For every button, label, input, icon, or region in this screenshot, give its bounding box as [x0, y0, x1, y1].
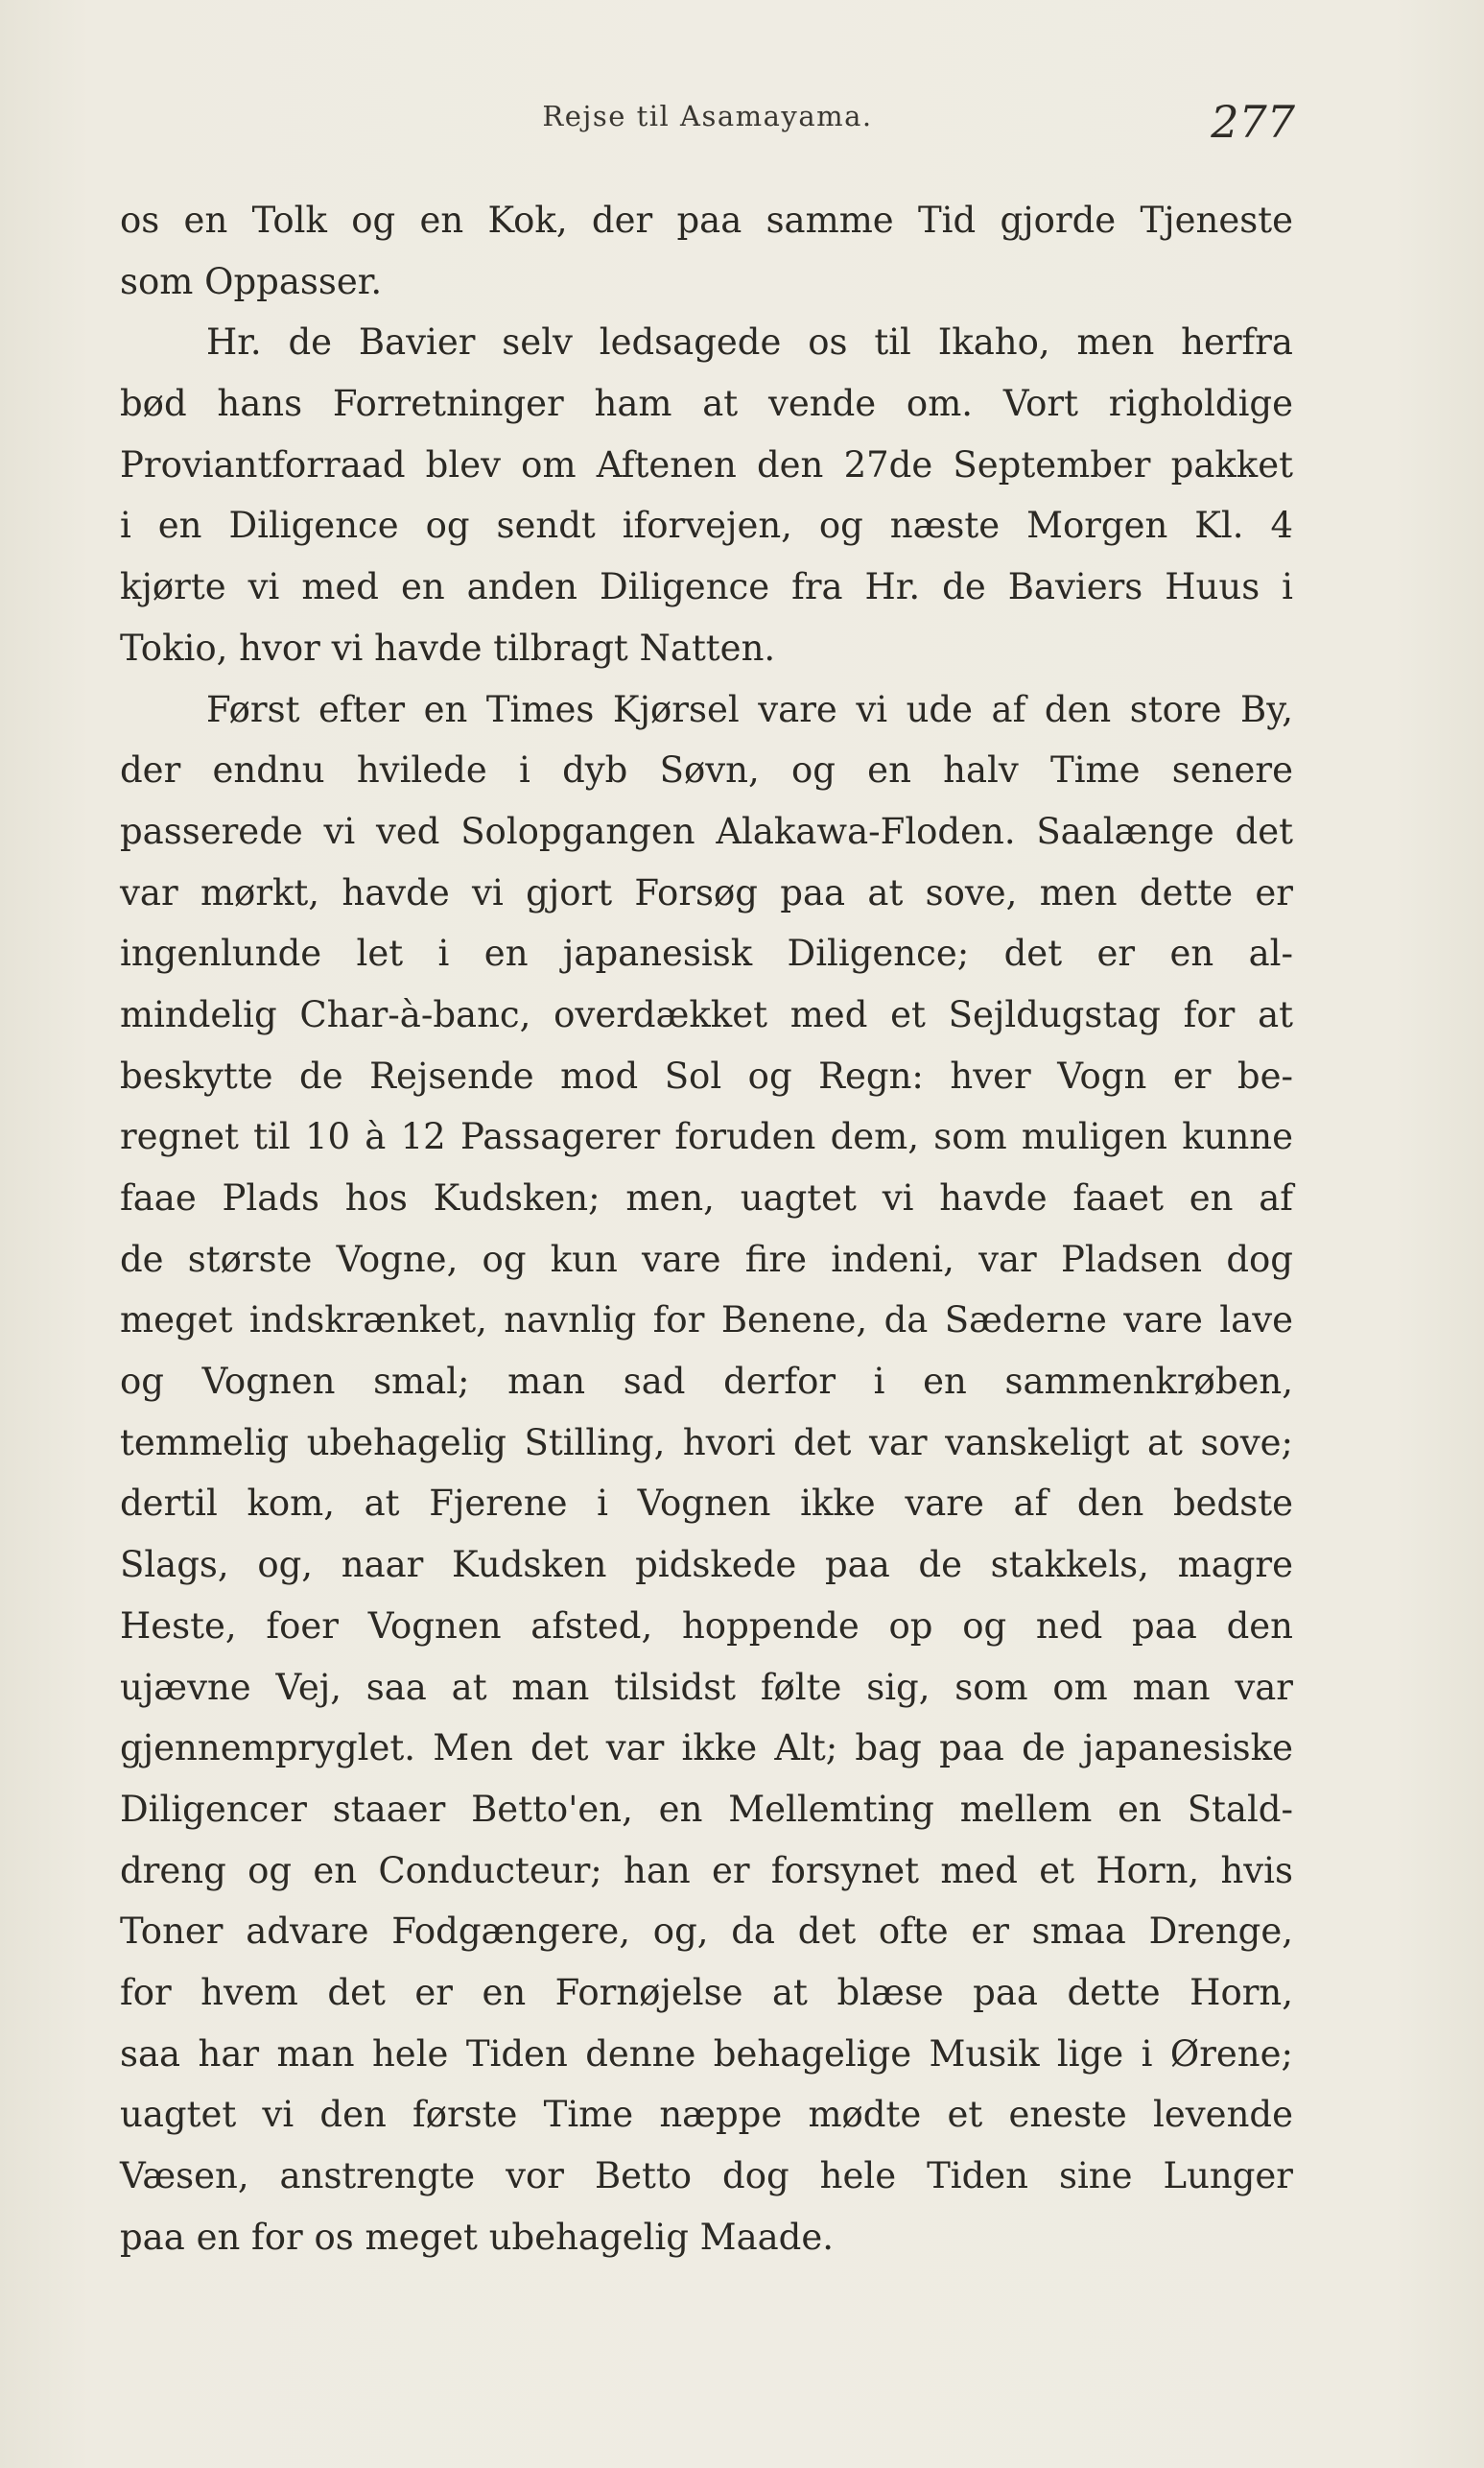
text-line: Heste, foer Vognen afsted, hoppende op og ned paa den — [120, 1604, 1293, 1647]
text-line: Tokio, hvor vi havde tilbragt Natten. — [120, 627, 776, 669]
text-line: for hvem det er en Fornøjelse at blæse paa dette Horn, — [120, 1971, 1293, 2013]
text-line: passerede vi ved Solopgangen Alakawa-Floden. Saalænge det — [120, 810, 1293, 852]
text-line: var mørkt, havde vi gjort Forsøg paa at sove, men dette er — [120, 871, 1293, 914]
text-line: os en Tolk og en Kok, der paa samme Tid gjorde Tjeneste — [120, 200, 1293, 241]
body-text — [120, 190, 1293, 2267]
text-line: der endnu hvilede i dyb Søvn, og en halv Time senere — [120, 749, 1293, 792]
page-header — [120, 96, 1295, 154]
text-line: Hr. de Bavier selv ledsagede os til Ikaho, men herfra — [206, 321, 1293, 364]
text-line: Slags, og, naar Kudsken pidskede paa de stakkels, magre — [120, 1544, 1293, 1586]
text-line: faae Plads hos Kudsken; men, uagtet vi havde faaet en af — [120, 1177, 1293, 1219]
text-line: dreng og en Conducteur; han er forsynet med et Horn, hvis — [120, 1849, 1293, 1891]
running-title: Rejse til Asamayama. — [542, 100, 873, 132]
text-line: regnet til 10 à 12 Passagerer foruden dem, som muligen kunne — [120, 1116, 1293, 1158]
text-line: Væsen, anstrengte vor Betto dog hele Tiden sine Lunger — [120, 2155, 1293, 2196]
text-line: dertil kom, at Fjerene i Vognen ikke vare af den bedste — [120, 1483, 1293, 1525]
text-line: temmelig ubehagelig Stilling, hvori det var vanskeligt at sove; — [120, 1421, 1293, 1463]
text-line: ujævne Vej, saa at man tilsidst følte sig, som om man var — [120, 1666, 1293, 1708]
text-line: og Vognen smal; man sad derfor i en sammenkrøben, — [120, 1361, 1293, 1403]
text-line: i en Diligence og sendt iforvejen, og næste Morgen Kl. 4 — [120, 505, 1293, 547]
text-line: Toner advare Fodgængere, og, da det ofte er smaa Drenge, — [120, 1910, 1293, 1953]
text-line: Først efter en Times Kjørsel vare vi ude af den store By, — [206, 688, 1293, 730]
text-line: paa en for os meget ubehagelig Maade. — [120, 2216, 835, 2258]
text-line: som Oppasser. — [120, 260, 383, 302]
text-line: de største Vogne, og kun vare fire indeni, var Pladsen dog — [120, 1238, 1293, 1280]
page-number: 277 — [1211, 96, 1295, 148]
text-line: gjennempryglet. Men det var ikke Alt; bag paa de japanesiske — [120, 1727, 1293, 1769]
text-line: meget indskrænket, navnlig for Benene, da Sæderne vare lave — [120, 1299, 1293, 1341]
text-line: uagtet vi den første Time næppe mødte et eneste levende — [120, 2094, 1293, 2136]
text-line: ingenlunde let i en japanesisk Diligence; det er en al- — [120, 933, 1293, 975]
text-line: kjørte vi med en anden Diligence fra Hr. de Baviers Huus i — [120, 566, 1293, 608]
text-line: mindelig Char-à-banc, overdækket med et Sejldugstag for at — [120, 993, 1293, 1035]
text-line: beskytte de Rejsende mod Sol og Regn: hver Vogn er be- — [120, 1055, 1293, 1097]
text-line: Proviantforraad blev om Aftenen den 27de September pakket — [120, 443, 1293, 486]
text-line: bød hans Forretninger ham at vende om. Vort righoldige — [120, 383, 1293, 425]
text-line: Diligencer staaer Betto'en, en Mellemting mellem en Stald- — [120, 1788, 1293, 1830]
text-line: saa har man hele Tiden denne behagelige Musik lige i Ørene; — [120, 2032, 1293, 2075]
